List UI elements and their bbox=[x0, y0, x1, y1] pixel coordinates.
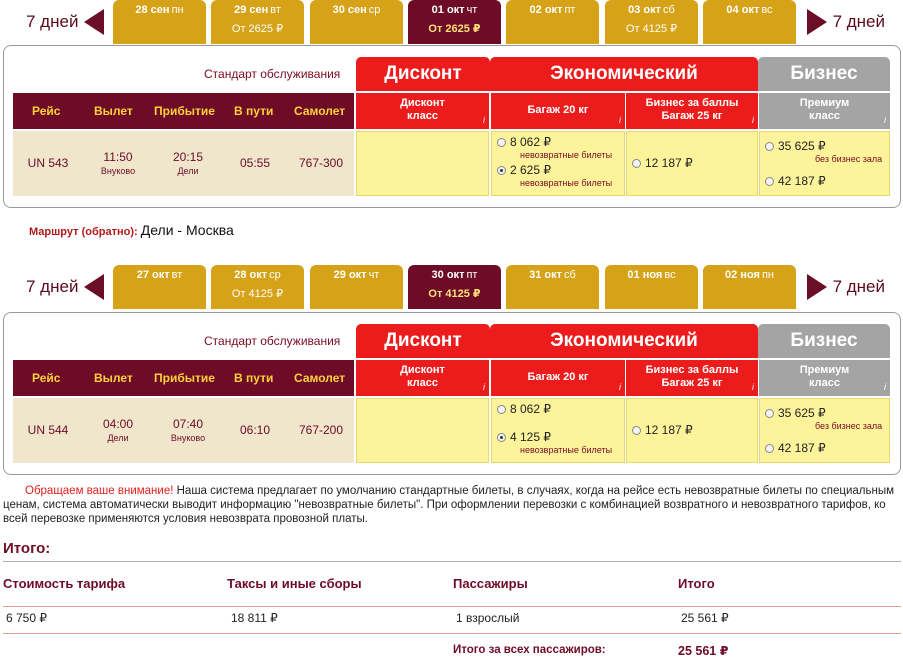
economy-header: Экономический bbox=[490, 324, 758, 358]
business-fare-option[interactable] bbox=[765, 441, 826, 455]
date-tab-label bbox=[703, 269, 796, 281]
sub-bonus-baggage-label: Багаж 25 кг bbox=[661, 110, 723, 122]
total-header: Итого bbox=[678, 576, 715, 591]
col-flight: Рейс bbox=[32, 371, 61, 385]
grand-total-value: 25 561 ₽ bbox=[678, 644, 729, 658]
date-tab[interactable] bbox=[408, 0, 501, 44]
outbound-next-week-button[interactable] bbox=[807, 0, 885, 44]
date-tab-label bbox=[211, 269, 304, 281]
flight-number: UN 543 bbox=[27, 156, 69, 170]
arrow-right-icon[interactable] bbox=[807, 274, 827, 300]
outbound-date-bar bbox=[0, 0, 903, 44]
col-duration: В пути bbox=[234, 371, 274, 385]
outbound-date-tabs bbox=[113, 0, 800, 44]
info-icon[interactable]: i bbox=[884, 382, 886, 392]
economy-baggage-cell bbox=[491, 398, 625, 463]
date-tab-date: 31 окт bbox=[529, 269, 563, 281]
date-tab-date: 04 окт bbox=[726, 4, 760, 16]
flight-row bbox=[13, 398, 354, 463]
date-tab-date: 29 сен bbox=[234, 4, 269, 16]
bonus-fare-option[interactable] bbox=[632, 423, 693, 437]
sub-discount-label: Дисконт класс bbox=[400, 364, 445, 389]
fare-option[interactable] bbox=[497, 135, 551, 149]
date-tab[interactable] bbox=[408, 265, 501, 309]
return-route-value: Дели - Москва bbox=[140, 222, 234, 238]
flight-column-header bbox=[13, 360, 354, 396]
flight-column-header bbox=[13, 93, 354, 129]
info-icon[interactable]: i bbox=[619, 382, 621, 392]
totals-title: Итого: bbox=[3, 540, 51, 557]
aircraft: 767-200 bbox=[298, 423, 344, 437]
inbound-flight-box bbox=[3, 312, 901, 475]
date-tab-label bbox=[113, 4, 206, 16]
date-tab-date: 29 окт bbox=[333, 269, 367, 281]
date-tab[interactable] bbox=[211, 265, 304, 309]
taxes-header: Таксы и иные сборы bbox=[227, 576, 362, 591]
economy-baggage-cell bbox=[491, 131, 625, 196]
date-tab-weekday: вт bbox=[171, 269, 183, 281]
fare-price: 2 625 ₽ bbox=[510, 163, 551, 177]
next-week-label: 7 дней bbox=[832, 12, 885, 31]
date-tab[interactable] bbox=[605, 0, 698, 44]
col-departure: Вылет bbox=[94, 104, 133, 118]
date-tab-label bbox=[605, 269, 698, 281]
date-tab-label bbox=[408, 269, 501, 281]
bonus-fare-option[interactable] bbox=[632, 156, 693, 170]
date-tab-weekday: пт bbox=[466, 269, 478, 281]
sub-discount-class bbox=[356, 93, 489, 129]
departure-place: Дели bbox=[107, 433, 129, 443]
fare-note: невозвратные билеты bbox=[520, 445, 613, 455]
date-tab[interactable] bbox=[310, 265, 403, 309]
departure-cell bbox=[88, 150, 148, 176]
date-tab-weekday: сб bbox=[663, 4, 675, 16]
arrival-cell bbox=[158, 150, 218, 176]
sub-premium-label: Премиум класс bbox=[799, 97, 850, 122]
sub-bonus-baggage-label: Багаж 25 кг bbox=[661, 377, 723, 389]
col-arrival: Прибытие bbox=[154, 371, 215, 385]
arrival-place: Внуково bbox=[170, 433, 206, 443]
date-tab-date: 02 ноя bbox=[725, 269, 760, 281]
date-tab-weekday: пн bbox=[761, 269, 774, 281]
divider bbox=[3, 606, 901, 607]
info-icon[interactable]: i bbox=[483, 115, 485, 125]
fare-price: 8 062 ₽ bbox=[510, 402, 551, 416]
date-tab-label bbox=[310, 269, 403, 281]
col-aircraft: Самолет bbox=[294, 371, 346, 385]
outbound-prev-week-button[interactable] bbox=[26, 0, 104, 44]
sub-premium bbox=[759, 360, 890, 396]
arrow-right-icon[interactable] bbox=[807, 9, 827, 35]
sub-baggage-label: Багаж 20 кг bbox=[527, 104, 589, 116]
date-tab-weekday: чт bbox=[368, 269, 380, 281]
fare-price: 42 187 ₽ bbox=[778, 174, 826, 188]
duration: 05:55 bbox=[239, 156, 271, 170]
notice-text bbox=[3, 484, 901, 526]
date-tab-weekday: чт bbox=[466, 4, 478, 16]
fare-price: 12 187 ₽ bbox=[645, 423, 693, 437]
radio-icon[interactable] bbox=[632, 159, 641, 168]
notice-highlight: Обращаем ваше внимание! bbox=[25, 485, 174, 497]
flight-number: UN 544 bbox=[27, 423, 69, 437]
date-tab-weekday: вс bbox=[664, 269, 676, 281]
sub-premium-label: Премиум класс bbox=[799, 364, 850, 389]
date-tab[interactable] bbox=[703, 265, 796, 309]
date-tab-weekday: ср bbox=[368, 4, 381, 16]
sub-bonus-label: Бизнес за баллы bbox=[645, 97, 739, 109]
date-tab[interactable] bbox=[211, 0, 304, 44]
prev-week-label: 7 дней bbox=[26, 12, 79, 31]
date-tab[interactable] bbox=[113, 265, 206, 309]
date-tab-weekday: сб bbox=[564, 269, 576, 281]
arrival-place: Дели bbox=[177, 166, 199, 176]
arrival-time: 07:40 bbox=[172, 417, 204, 431]
fare-option-selected[interactable] bbox=[497, 430, 551, 444]
economy-header: Экономический bbox=[490, 57, 758, 91]
business-header: Бизнес bbox=[758, 57, 890, 91]
fare-price: 35 625 ₽ bbox=[778, 139, 826, 153]
prev-week-label: 7 дней bbox=[26, 277, 79, 296]
arrow-left-icon[interactable] bbox=[84, 274, 104, 300]
bonus-cell bbox=[626, 398, 758, 463]
fare-note: невозвратные билеты bbox=[520, 150, 613, 160]
premium-cell bbox=[759, 131, 890, 196]
discount-cell bbox=[356, 131, 489, 196]
premium-cell bbox=[759, 398, 890, 463]
arrow-left-icon[interactable] bbox=[84, 9, 104, 35]
date-tab[interactable] bbox=[605, 265, 698, 309]
date-tab-weekday: вс bbox=[761, 4, 773, 16]
date-tab-date: 01 окт bbox=[431, 4, 465, 16]
date-tab[interactable] bbox=[506, 0, 599, 44]
date-tab-price: От 2625 ₽ bbox=[428, 23, 481, 35]
fare-option[interactable] bbox=[497, 402, 551, 416]
grand-total-label: Итого за всех пассажиров: bbox=[453, 644, 606, 656]
inbound-date-tabs bbox=[113, 265, 800, 309]
radio-icon[interactable] bbox=[632, 426, 641, 435]
discount-header: Дисконт bbox=[356, 57, 490, 91]
return-route bbox=[29, 222, 234, 238]
sub-baggage-label: Багаж 20 кг bbox=[527, 371, 589, 383]
date-tab-weekday: пн bbox=[171, 4, 184, 16]
date-tab-label bbox=[211, 4, 304, 16]
date-tab-label bbox=[506, 269, 599, 281]
flight-row bbox=[13, 131, 354, 196]
fare-note: без бизнес зала bbox=[815, 421, 883, 431]
business-header: Бизнес bbox=[758, 324, 890, 358]
arrival-cell bbox=[158, 417, 218, 443]
date-tab-label bbox=[703, 4, 796, 16]
radio-icon[interactable] bbox=[765, 444, 774, 453]
fare-price: 42 187 ₽ bbox=[778, 441, 826, 455]
date-tab-label bbox=[113, 269, 206, 281]
date-tab-price: От 4125 ₽ bbox=[625, 23, 678, 35]
return-route-label: Маршрут (обратно): bbox=[29, 226, 138, 238]
departure-time: 04:00 bbox=[102, 417, 134, 431]
discount-cell bbox=[356, 398, 489, 463]
sub-baggage bbox=[491, 93, 625, 129]
passengers-value: 1 взрослый bbox=[456, 611, 520, 625]
date-tab-price: От 4125 ₽ bbox=[428, 288, 481, 300]
col-flight: Рейс bbox=[32, 104, 61, 118]
col-duration: В пути bbox=[234, 104, 274, 118]
sub-discount-label: Дисконт класс bbox=[400, 97, 445, 122]
fare-price: 12 187 ₽ bbox=[645, 156, 693, 170]
radio-checked-icon[interactable] bbox=[497, 433, 506, 442]
total-value: 25 561 ₽ bbox=[681, 611, 729, 625]
divider bbox=[3, 633, 901, 634]
sub-bonus-label: Бизнес за баллы bbox=[645, 364, 739, 376]
radio-icon[interactable] bbox=[497, 138, 506, 147]
date-tab-price: От 2625 ₽ bbox=[231, 23, 284, 35]
departure-place: Внуково bbox=[100, 166, 136, 176]
radio-icon[interactable] bbox=[765, 177, 774, 186]
arrival-time: 20:15 bbox=[172, 150, 204, 164]
passengers-header: Пассажиры bbox=[453, 576, 528, 591]
business-fare-option[interactable] bbox=[765, 139, 826, 153]
fare-note: без бизнес зала bbox=[815, 154, 883, 164]
col-aircraft: Самолет bbox=[294, 104, 346, 118]
service-standard-label: Стандарт обслуживания bbox=[204, 67, 341, 81]
outbound-flight-box bbox=[3, 45, 901, 208]
date-tab-date: 02 окт bbox=[529, 4, 563, 16]
date-tab-price: От 4125 ₽ bbox=[231, 288, 284, 300]
date-tab-weekday: вт bbox=[270, 4, 281, 16]
duration: 06:10 bbox=[239, 423, 271, 437]
sub-premium bbox=[759, 93, 890, 129]
date-tab[interactable] bbox=[310, 0, 403, 44]
business-fare-option[interactable] bbox=[765, 406, 826, 420]
date-tab-weekday: ср bbox=[269, 269, 281, 281]
taxes-value: 18 811 ₽ bbox=[231, 611, 278, 625]
info-icon[interactable]: i bbox=[619, 115, 621, 125]
col-departure: Вылет bbox=[94, 371, 133, 385]
info-icon[interactable]: i bbox=[483, 382, 485, 392]
departure-time: 11:50 bbox=[103, 150, 133, 164]
fare-price: 4 125 ₽ bbox=[510, 430, 551, 444]
fare-header: Стоимость тарифа bbox=[3, 576, 126, 591]
date-tab-label bbox=[310, 4, 403, 16]
date-tab[interactable] bbox=[703, 0, 796, 44]
date-tab[interactable] bbox=[113, 0, 206, 44]
fare-note: невозвратные билеты bbox=[520, 178, 613, 188]
service-standard-label: Стандарт обслуживания bbox=[204, 334, 341, 348]
divider bbox=[3, 561, 901, 562]
business-fare-option[interactable] bbox=[765, 174, 826, 188]
fare-value: 6 750 ₽ bbox=[6, 611, 47, 625]
departure-cell bbox=[88, 417, 148, 443]
notice-body: Наша система предлагает по умолчанию стандартные билеты, в случаях, когда на рейсе есть невозвратные билеты по специальным ценам, система автоматически выводит информацию "невозвратные билеты". При оформлении перевозки с комбинацией возвратного и невозвратного тарифов, ко всей перевозке применяются условия невозврата провозной платы. bbox=[3, 485, 895, 525]
discount-header: Дисконт bbox=[356, 324, 490, 358]
inbound-next-week-button[interactable] bbox=[807, 265, 885, 309]
info-icon[interactable]: i bbox=[752, 382, 754, 392]
date-tab-date: 28 окт bbox=[234, 269, 268, 281]
inbound-prev-week-button[interactable] bbox=[26, 265, 104, 309]
fare-price: 35 625 ₽ bbox=[778, 406, 826, 420]
date-tab-date: 30 окт bbox=[431, 269, 465, 281]
fare-price: 8 062 ₽ bbox=[510, 135, 551, 149]
aircraft: 767-300 bbox=[298, 156, 344, 170]
date-tab-label bbox=[408, 4, 501, 16]
sub-discount-class bbox=[356, 360, 489, 396]
date-tab-date: 28 сен bbox=[135, 4, 170, 16]
sub-bonus bbox=[626, 93, 758, 129]
sub-baggage bbox=[491, 360, 625, 396]
inbound-date-bar bbox=[0, 265, 903, 309]
date-tab-date: 03 окт bbox=[628, 4, 662, 16]
fare-option-selected[interactable] bbox=[497, 163, 551, 177]
sub-bonus bbox=[626, 360, 758, 396]
bonus-cell bbox=[626, 131, 758, 196]
radio-checked-icon[interactable] bbox=[497, 166, 506, 175]
next-week-label: 7 дней bbox=[832, 277, 885, 296]
date-tab-label bbox=[506, 4, 599, 16]
radio-icon[interactable] bbox=[497, 405, 506, 414]
radio-icon[interactable] bbox=[765, 142, 774, 151]
date-tab-label bbox=[605, 4, 698, 16]
info-icon[interactable]: i bbox=[752, 115, 754, 125]
date-tab-date: 30 сен bbox=[332, 4, 367, 16]
date-tab-date: 01 ноя bbox=[627, 269, 663, 281]
col-arrival: Прибытие bbox=[154, 104, 215, 118]
info-icon[interactable]: i bbox=[884, 115, 886, 125]
date-tab-weekday: пт bbox=[564, 4, 576, 16]
date-tab-date: 27 окт bbox=[136, 269, 170, 281]
radio-icon[interactable] bbox=[765, 409, 774, 418]
date-tab[interactable] bbox=[506, 265, 599, 309]
